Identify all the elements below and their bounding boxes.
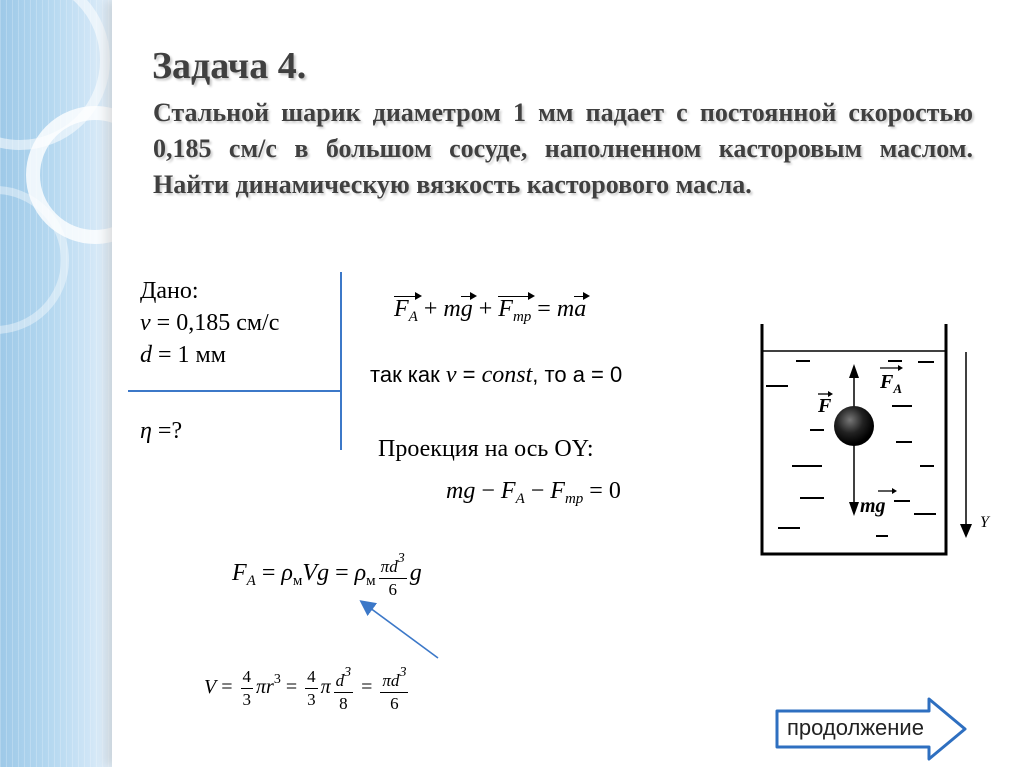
given-diameter: d = 1 мм <box>140 342 226 368</box>
decor-circles <box>0 0 112 767</box>
problem-statement: Стальной шарик диаметром 1 мм падает с постоянной скоростью 0,185 см/с в большом сосуде, наполненном касторовым маслом. Найти динамическую вязкость касторового масла. <box>153 98 973 199</box>
volume-formula: V = $\frac{4}{3}$ $\pi r^3$ = $\frac{4}{3}$ π $\frac{d^3}{8}$ = $\frac{\pi d^3}{6}$ <box>204 662 411 715</box>
archimedes-force-label: $F_A$ <box>880 371 903 396</box>
since-constant-line: так как v = const, то a = 0 <box>370 362 623 388</box>
newton-equation: $F_A$ + mg + $F_{тр}$ = ma <box>394 296 587 325</box>
gravity-force-label: mg <box>860 495 886 517</box>
unknown-viscosity: η =? <box>140 418 183 444</box>
projection-heading: Проекция на ось OY: <box>378 436 594 462</box>
given-vertical-divider <box>340 272 342 450</box>
buoyancy-arrowhead <box>849 364 859 378</box>
archimedes-formula: $F_A = \rho_мVg = \rho_м$ $\frac{\pi d^3}{6}$ g <box>232 548 422 601</box>
gravity-arrowhead <box>849 502 859 516</box>
unknown-viscosity-value: =? <box>151 418 183 444</box>
slide-title: Задача 4. <box>152 45 307 87</box>
given-velocity: v = 0,185 см/с <box>140 310 280 336</box>
continue-label: продолжение <box>787 715 924 740</box>
liquid-dashes <box>766 361 936 536</box>
substitution-arrow <box>350 592 450 664</box>
continue-button[interactable] <box>773 697 969 761</box>
left-decor-band <box>0 0 112 767</box>
vessel-diagram <box>748 318 1000 563</box>
given-heading: Дано: <box>140 278 199 304</box>
steel-ball <box>834 406 874 446</box>
given-velocity-value: = 0,185 см/с <box>150 310 280 336</box>
y-axis-arrowhead <box>960 524 972 538</box>
given-divider <box>128 390 340 392</box>
y-axis-label: Y <box>980 514 989 531</box>
friction-force-label: F <box>818 395 832 417</box>
projection-equation: mg − $F_A - F_{тр} = 0$ <box>446 478 621 507</box>
given-diameter-value: = 1 мм <box>152 342 226 368</box>
